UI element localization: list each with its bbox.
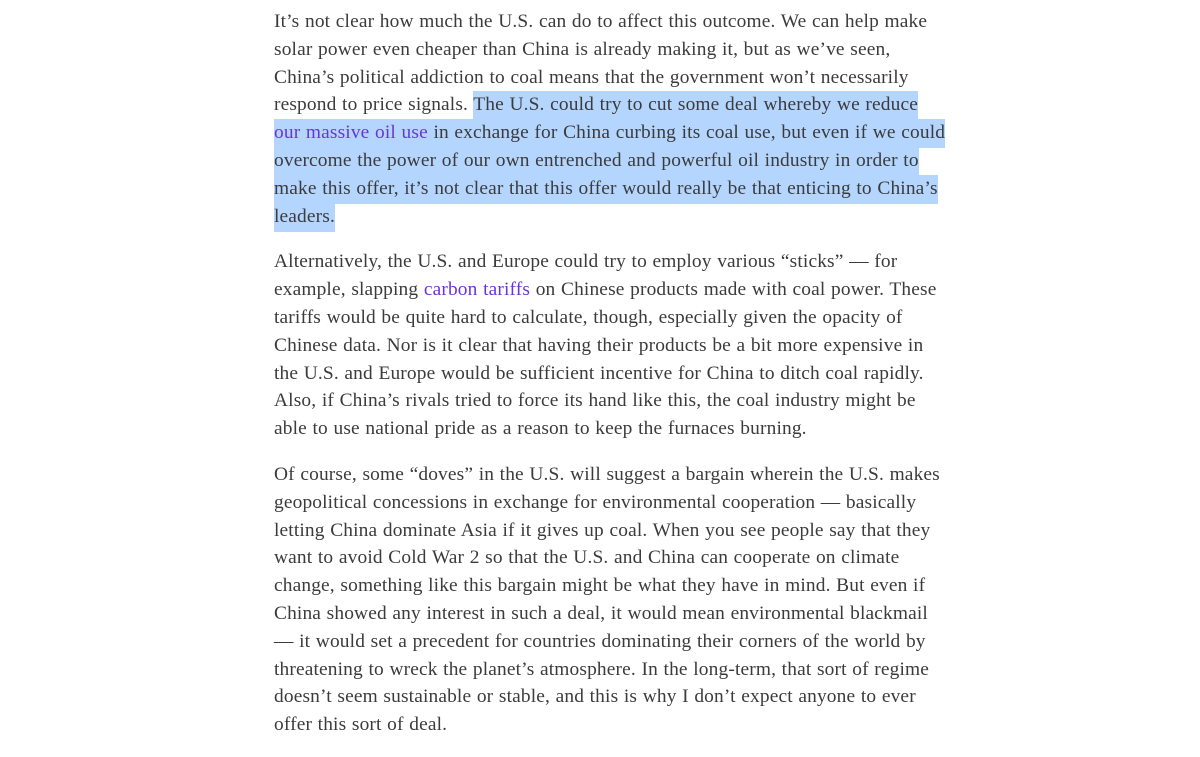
paragraph-3[interactable] bbox=[274, 461, 946, 739]
paragraph-3-text: Of course, some “doves” in the U.S. will suggest a bargain wherein the U.S. makes geopolitical concessions in exchange for environmental cooperation — basically letting China dominate Asia if it gives up coal. When you see people say that they want to avoid Cold War 2 so that the U.S. and China can cooperate on climate change, something like this bargain might be what they have in mind. But even if China showed any interest in such a deal, it would mean environmental blackmail — it would set a precedent for countries dominating their corners of the world by threatening to wreck the planet’s atmosphere. In the long-term, that sort of regime doesn’t seem sustainable or stable, and this is why I don’t expect anyone to ever offer this sort of deal. bbox=[274, 463, 940, 736]
paragraph-2[interactable] bbox=[274, 248, 946, 443]
paragraph-2-text-start: Alternatively, the U.S. and Europe could try to employ various “sticks” — for example, slapping bbox=[274, 251, 898, 301]
paragraph-1[interactable] bbox=[274, 8, 946, 230]
article-body bbox=[274, 8, 946, 757]
paragraph-2-text-end: on Chinese products made with coal power. These tariffs would be quite hard to calculate, though, especially given the opacity of Chinese data. Nor is it clear that having their products be a bit more expensive in the U.S. and Europe would be sufficient incentive for China to ditch coal rapidly. Also, if China’s rivals tried to force its hand like this, the coal industry might be able to use national pride as a reason to keep the furnaces burning. bbox=[274, 279, 937, 440]
carbon-tariffs-link[interactable]: carbon tariffs bbox=[423, 279, 531, 301]
oil-use-link[interactable]: our massive oil use bbox=[274, 122, 428, 144]
paragraph-1-text: It’s not clear how much the U.S. can do to affect this outcome. We can help make solar power even cheaper than China is already making it, but as we’ve seen, China’s political addiction to coal means that the government won’t necessarily respond to price signals. bbox=[274, 11, 928, 116]
selected-text-end: in exchange for China curbing its coal use, but even if we could overcome the power of our own entrenched and powerful oil industry in order to make this offer, it’s not clear that this offer would really be that enticing to China’s leaders. bbox=[274, 122, 946, 227]
selected-text-start: The U.S. could try to cut some deal whereby we reduce bbox=[473, 94, 918, 116]
